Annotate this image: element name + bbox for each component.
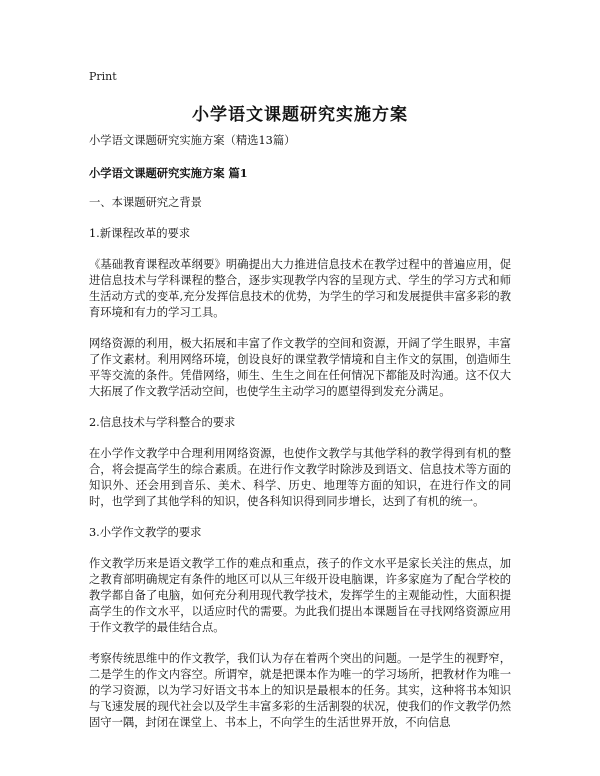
paragraph-5: 考察传统思维中的作文教学，我们认为存在着两个突出的问题。一是学生的视野窄，二是学生的作文内容空。所谓窄，就是把课本作为唯一的学习场所，把教材作为唯一的学习资源，以为学习好语文书本上的知识是最根本的任务。其实，这种将书本知识与飞速发展的现代社会以及学生丰富多彩的生活割裂的状况，使我们的作文教学仍然固守一隅，封闭在课堂上、书本上，不向学生的生活世界开放，不向信息: [89, 652, 511, 729]
document-title: 小学语文课题研究实施方案: [192, 105, 408, 125]
heading-curriculum-reform: 1.新课程改革的要求: [89, 227, 191, 240]
heading-background: 一、本课题研究之背景: [89, 196, 202, 209]
print-label: Print: [89, 70, 117, 83]
document-subtitle: 小学语文课题研究实施方案（精选13篇）: [89, 134, 296, 147]
section-heading: 小学语文课题研究实施方案 篇1: [89, 166, 248, 180]
paragraph-2: 网络资源的利用，极大拓展和丰富了作文教学的空间和资源，开阔了学生眼界，丰富了作文素材。利用网络环境，创设良好的课堂教学情境和自主作文的氛围，创造师生平等交流的条件。凭借网络，师生、生生之间在任何情况下都能及时沟通。这不仅大大拓展了作文教学活动空间，也使学生主动学习的愿望得到发充分满足。: [89, 337, 511, 398]
paragraph-1: 《基础教育课程改革纲要》明确提出大力推进信息技术在教学过程中的普遍应用，促进信息技术与学科课程的整合，逐步实现教学内容的呈现方式、学生的学习方式和师生活动方式的变革,充分发挥信息技术的优势，为学生的学习和发展提供丰富多彩的教育环境和有力的学习工具。: [89, 258, 511, 319]
paragraph-3: 在小学作文教学中合理利用网络资源，也使作文教学与其他学科的教学得到有机的整合，将会提高学生的综合素质。在进行作文教学时除涉及到语文、信息技术等方面的知识外、还会用到音乐、美术、科学、历史、地理等方面的知识，在进行作文的同时，也学到了其他学科的知识，使各科知识得到同步增长，达到了有机的统一。: [89, 447, 511, 508]
heading-it-integration: 2.信息技术与学科整合的要求: [89, 416, 236, 429]
paragraph-4: 作文教学历来是语文教学工作的难点和重点，孩子的作文水平是家长关注的焦点，加之教育部明确规定有条件的地区可以从三年级开设电脑课，许多家庭为了配合学校的教学都自备了电脑，如何充分利用现代教学技术，发挥学生的主观能动性，大面积提高学生的作文水平，以适应时代的需要。为此我们提出本课题旨在寻找网络资源应用于作文教学的最佳结合点。: [89, 557, 511, 634]
document-body: [89, 133, 511, 746]
heading-composition-teaching: 3.小学作文教学的要求: [89, 526, 202, 539]
